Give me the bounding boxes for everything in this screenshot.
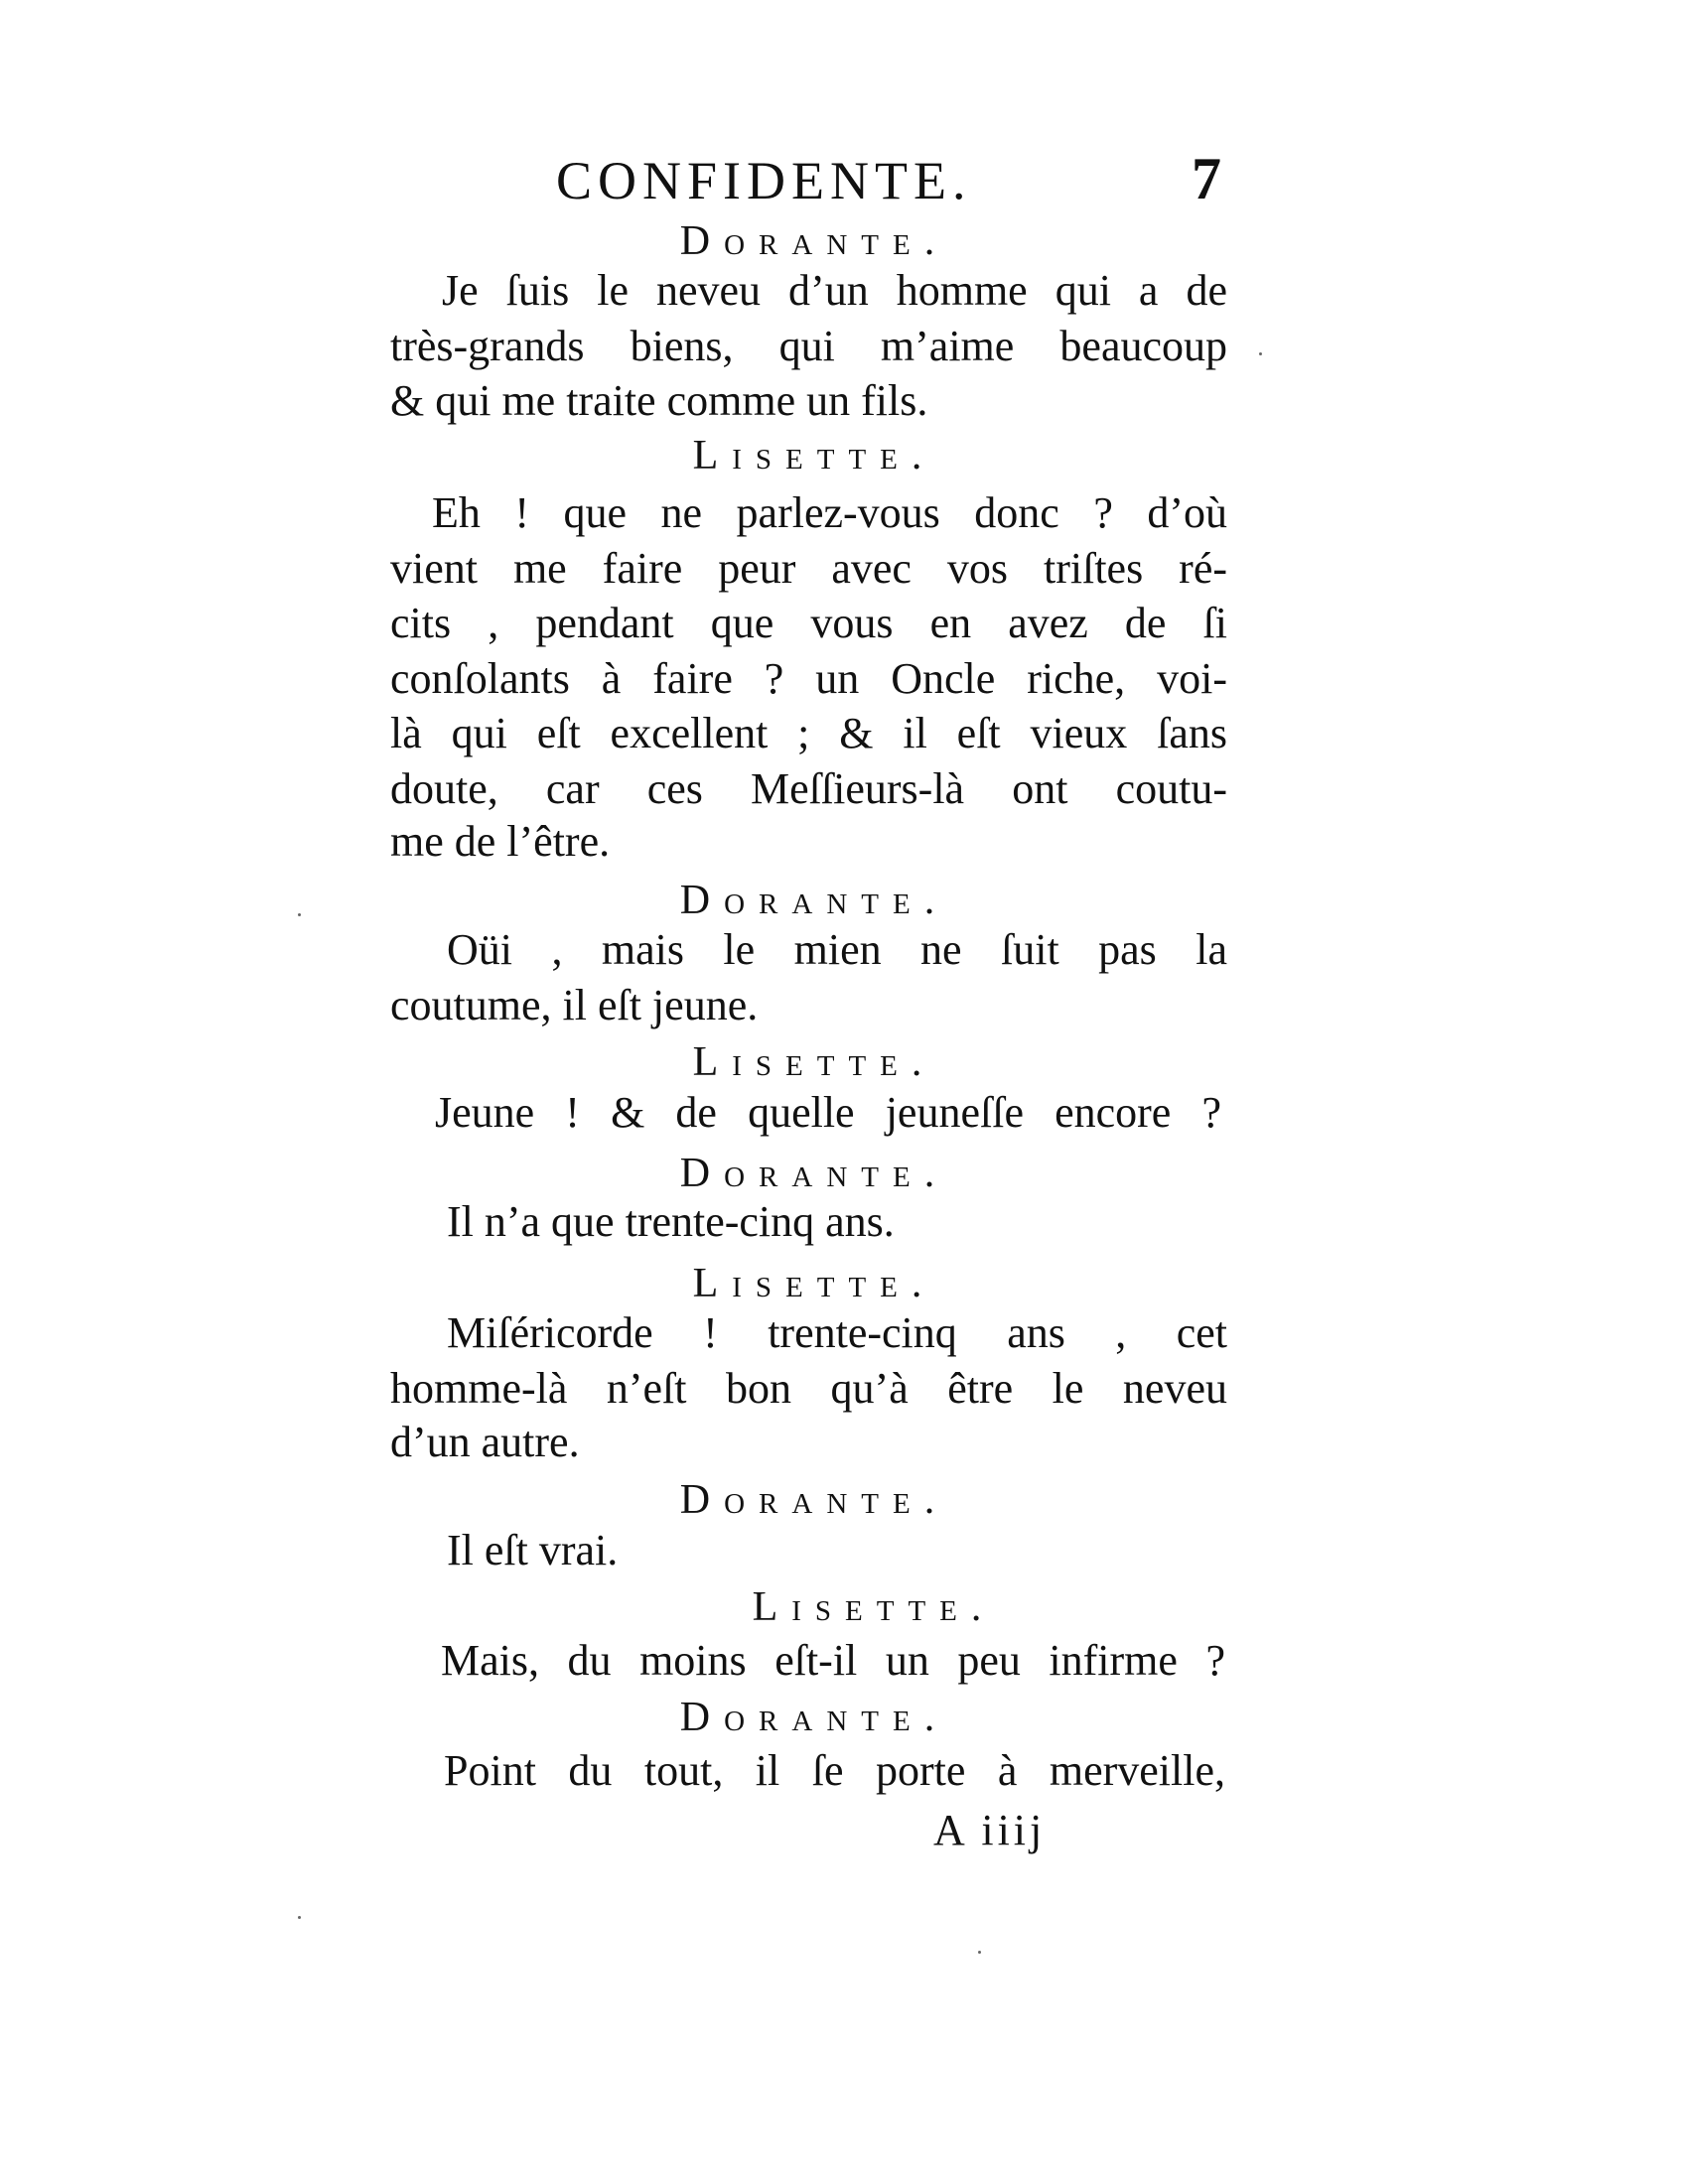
page-number: 7 <box>1192 146 1221 211</box>
speaker-lisette: Lisette. <box>752 1584 996 1630</box>
text-line: Eh ! que ne parlez-vous donc ? d’où <box>432 488 1227 537</box>
speaker-dorante: Dorante. <box>679 878 949 923</box>
speaker-lisette: Lisette. <box>692 1261 936 1306</box>
speaker-dorante: Dorante. <box>679 1477 949 1523</box>
signature-mark: A iiij <box>933 1806 1047 1854</box>
speaker-dorante: Dorante. <box>679 1151 949 1196</box>
text-line: là qui eſt excellent ; & il eſt vieux ſans <box>390 709 1227 757</box>
speaker-lisette: Lisette. <box>692 1039 936 1085</box>
text-line: Il eſt vrai. <box>447 1526 619 1574</box>
speaker-dorante: Dorante. <box>679 218 949 264</box>
paper-speck <box>298 1916 301 1919</box>
text-line: & qui me traite comme un fils. <box>390 376 928 425</box>
text-line: cits , pendant que vous en avez de ſi <box>390 599 1227 647</box>
text-line: coutume, il eſt jeune. <box>390 981 759 1029</box>
text-line: Jeune ! & de quelle jeuneſſe encore ? <box>435 1088 1221 1137</box>
speaker-dorante: Dorante. <box>679 1695 949 1740</box>
text-line: Point du tout, il ſe porte à merveille, <box>444 1746 1225 1795</box>
text-line: homme-là n’eſt bon qu’à être le neveu <box>390 1364 1227 1413</box>
paper-speck <box>1259 352 1262 355</box>
text-line: d’un autre. <box>390 1418 580 1466</box>
text-line: vient me faire peur avec vos triſtes ré- <box>390 544 1227 593</box>
text-line: très-grands biens, qui m’aime beaucoup <box>390 322 1227 370</box>
paper-speck <box>978 1951 981 1954</box>
text-line: Miſéricorde ! trente-cinq ans , cet <box>447 1308 1227 1357</box>
text-line: Il n’a que trente-cinq ans. <box>447 1197 895 1246</box>
text-line: doute, car ces Meſſieurs-là ont coutu- <box>390 764 1227 813</box>
text-line: conſolants à faire ? un Oncle riche, voi- <box>390 654 1227 703</box>
paper-speck <box>298 913 301 916</box>
text-line: Mais, du moins eſt-il un peu infirme ? <box>441 1636 1225 1685</box>
running-title: CONFIDENTE. <box>556 151 972 210</box>
text-line: Je ſuis le neveu d’un homme qui a de <box>442 266 1227 315</box>
text-line: me de l’être. <box>390 817 611 866</box>
speaker-lisette: Lisette. <box>692 433 936 478</box>
text-line: Oüi , mais le mien ne ſuit pas la <box>447 925 1227 974</box>
